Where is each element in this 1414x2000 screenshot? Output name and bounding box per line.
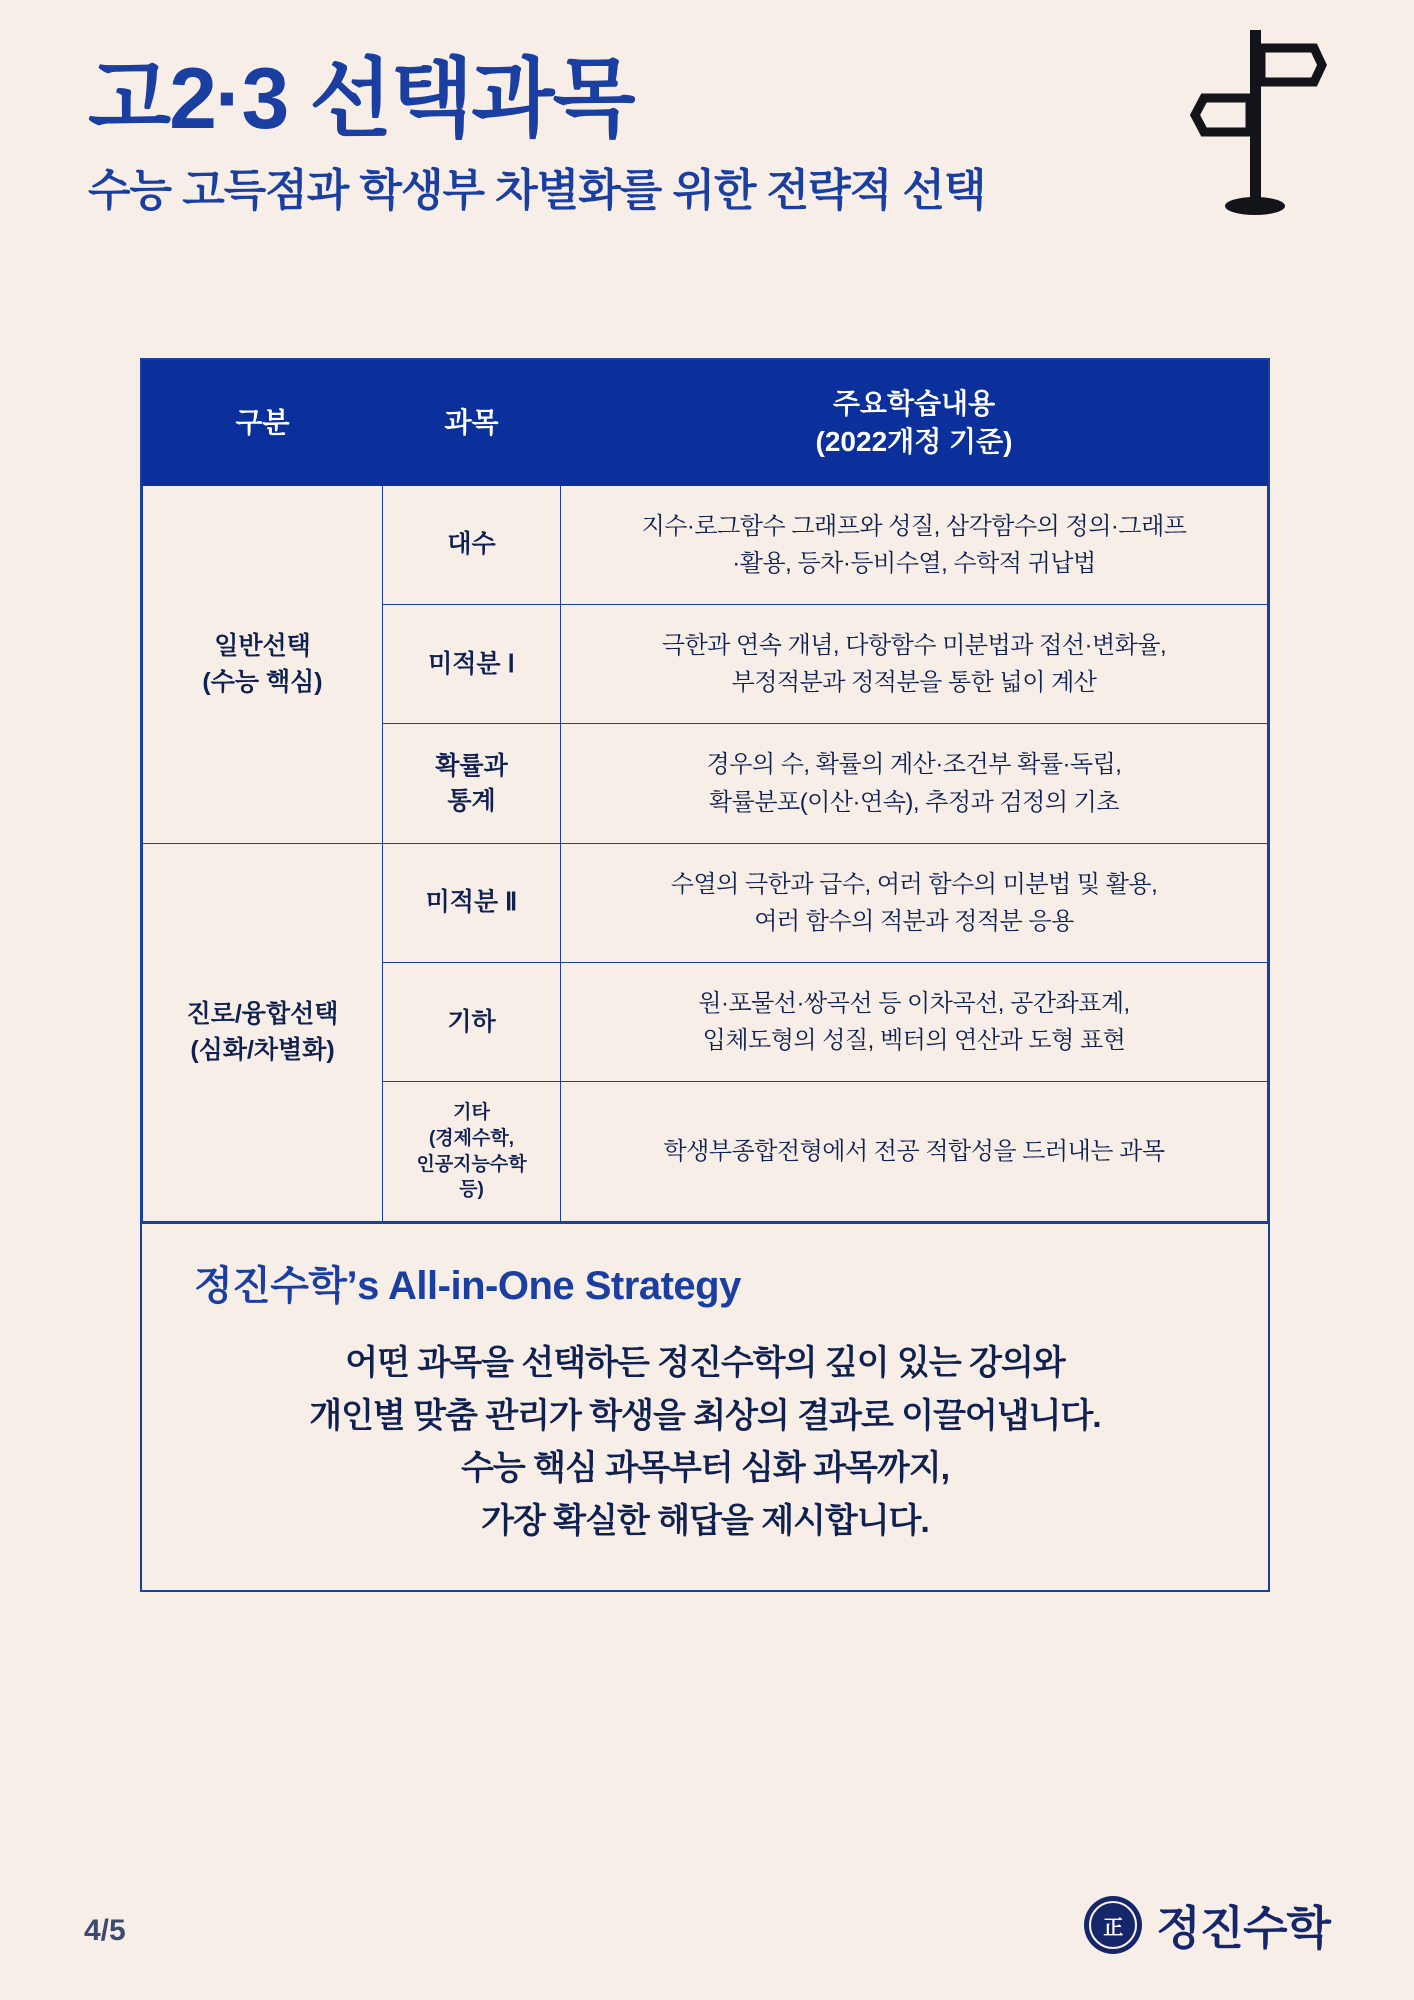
subject-name — [383, 724, 561, 843]
strategy-line-3: 수능 핵심 과목부터 심화 과목까지, — [460, 1449, 950, 1488]
content-line1: 경우의 수, 확률의 계산·조건부 확률·독립, — [706, 751, 1122, 779]
strategy-line-2: 개인별 맞춤 관리가 학생을 최상의 결과로 이끌어냅니다. — [309, 1396, 1101, 1435]
column-header-content-line2: (2022개정 기준) — [815, 425, 1013, 457]
strategy-title: 정진수학’s All-in-One Strategy — [194, 1264, 741, 1309]
subject-name-line4: 등) — [459, 1179, 484, 1201]
brand-seal-icon — [1084, 1896, 1142, 1954]
brand-name: 정진수학 — [1156, 1902, 1330, 1954]
group-label-line1: 일반선택 — [214, 631, 311, 660]
column-header-content-line1: 주요학습내용 — [832, 388, 996, 419]
subject-content — [561, 485, 1268, 604]
table-row — [143, 485, 1268, 604]
subject-content — [561, 724, 1268, 843]
content-line2: 확률분포(이산·연속), 추정과 검정의 기초 — [708, 788, 1120, 816]
strategy-line-1: 어떤 과목을 선택하든 정진수학의 깊이 있는 강의와 — [345, 1344, 1065, 1383]
signpost-icon — [1182, 20, 1332, 220]
content-line1: 지수·로그함수 그래프와 성질, 삼각함수의 정의·그래프 — [641, 512, 1187, 540]
brand-logo — [1084, 1892, 1330, 1958]
subject-name: 미적분 Ⅱ — [383, 843, 561, 962]
table-row — [143, 843, 1268, 962]
page-number: 4/5 — [84, 1914, 126, 1947]
table-body — [143, 485, 1268, 1221]
subject-name — [383, 1082, 561, 1222]
subject-content — [561, 604, 1268, 723]
group-label-line2: (심화/차별화) — [190, 1036, 335, 1065]
subject-name-line1: 확률과 — [435, 751, 508, 780]
subject-content — [561, 843, 1268, 962]
column-header-subject: 과목 — [383, 361, 561, 486]
group-label-line2: (수능 핵심) — [202, 668, 323, 697]
group-label-line1: 진로/융합선택 — [186, 1000, 339, 1029]
page-title: 고2·3 선택과목 — [88, 51, 634, 147]
column-header-group: 구분 — [143, 361, 383, 486]
column-header-content — [561, 361, 1268, 486]
content-line2: ·활용, 등차·등비수열, 수학적 귀납법 — [732, 549, 1096, 577]
content-line1: 학생부종합전형에서 전공 적합성을 드러내는 과목 — [663, 1138, 1165, 1166]
group-label-general — [143, 485, 383, 843]
content-line2: 여러 함수의 적분과 정적분 응용 — [754, 907, 1074, 935]
subject-name-line2: 통계 — [447, 786, 496, 815]
header — [88, 52, 1328, 217]
page-subtitle: 수능 고득점과 학생부 차별화를 위한 전략적 선택 — [88, 165, 986, 215]
content-line2: 입체도형의 성질, 벡터의 연산과 도형 표현 — [702, 1027, 1126, 1055]
content-line1: 원·포물선·쌍곡선 등 이차곡선, 공간좌표계, — [698, 990, 1130, 1018]
strategy-body — [162, 1337, 1248, 1548]
subject-content — [561, 1082, 1268, 1222]
subject-table — [142, 360, 1268, 1222]
subject-content — [561, 963, 1268, 1082]
content-line1: 수열의 극한과 급수, 여러 함수의 미분법 및 활용, — [670, 870, 1158, 898]
subject-name: 미적분 Ⅰ — [383, 604, 561, 723]
subject-table-container — [140, 358, 1270, 1592]
strategy-line-4: 가장 확실한 해답을 제시합니다. — [481, 1502, 929, 1541]
strategy-section — [142, 1222, 1268, 1590]
content-line2: 부정적분과 정적분을 통한 넓이 계산 — [731, 669, 1097, 697]
subject-name-line2: (경제수학, — [428, 1128, 515, 1150]
subject-name-line1: 기타 — [453, 1102, 490, 1124]
subject-name: 대수 — [383, 485, 561, 604]
brand-seal-text: 正 — [1103, 1916, 1124, 1939]
subject-name-line3: 인공지능수학 — [416, 1153, 527, 1175]
table-header — [143, 361, 1268, 486]
subject-name: 기하 — [383, 963, 561, 1082]
group-label-advanced — [143, 843, 383, 1221]
content-line1: 극한과 연속 개념, 다항함수 미분법과 접선·변화율, — [661, 631, 1167, 659]
table-header-row — [143, 361, 1268, 486]
